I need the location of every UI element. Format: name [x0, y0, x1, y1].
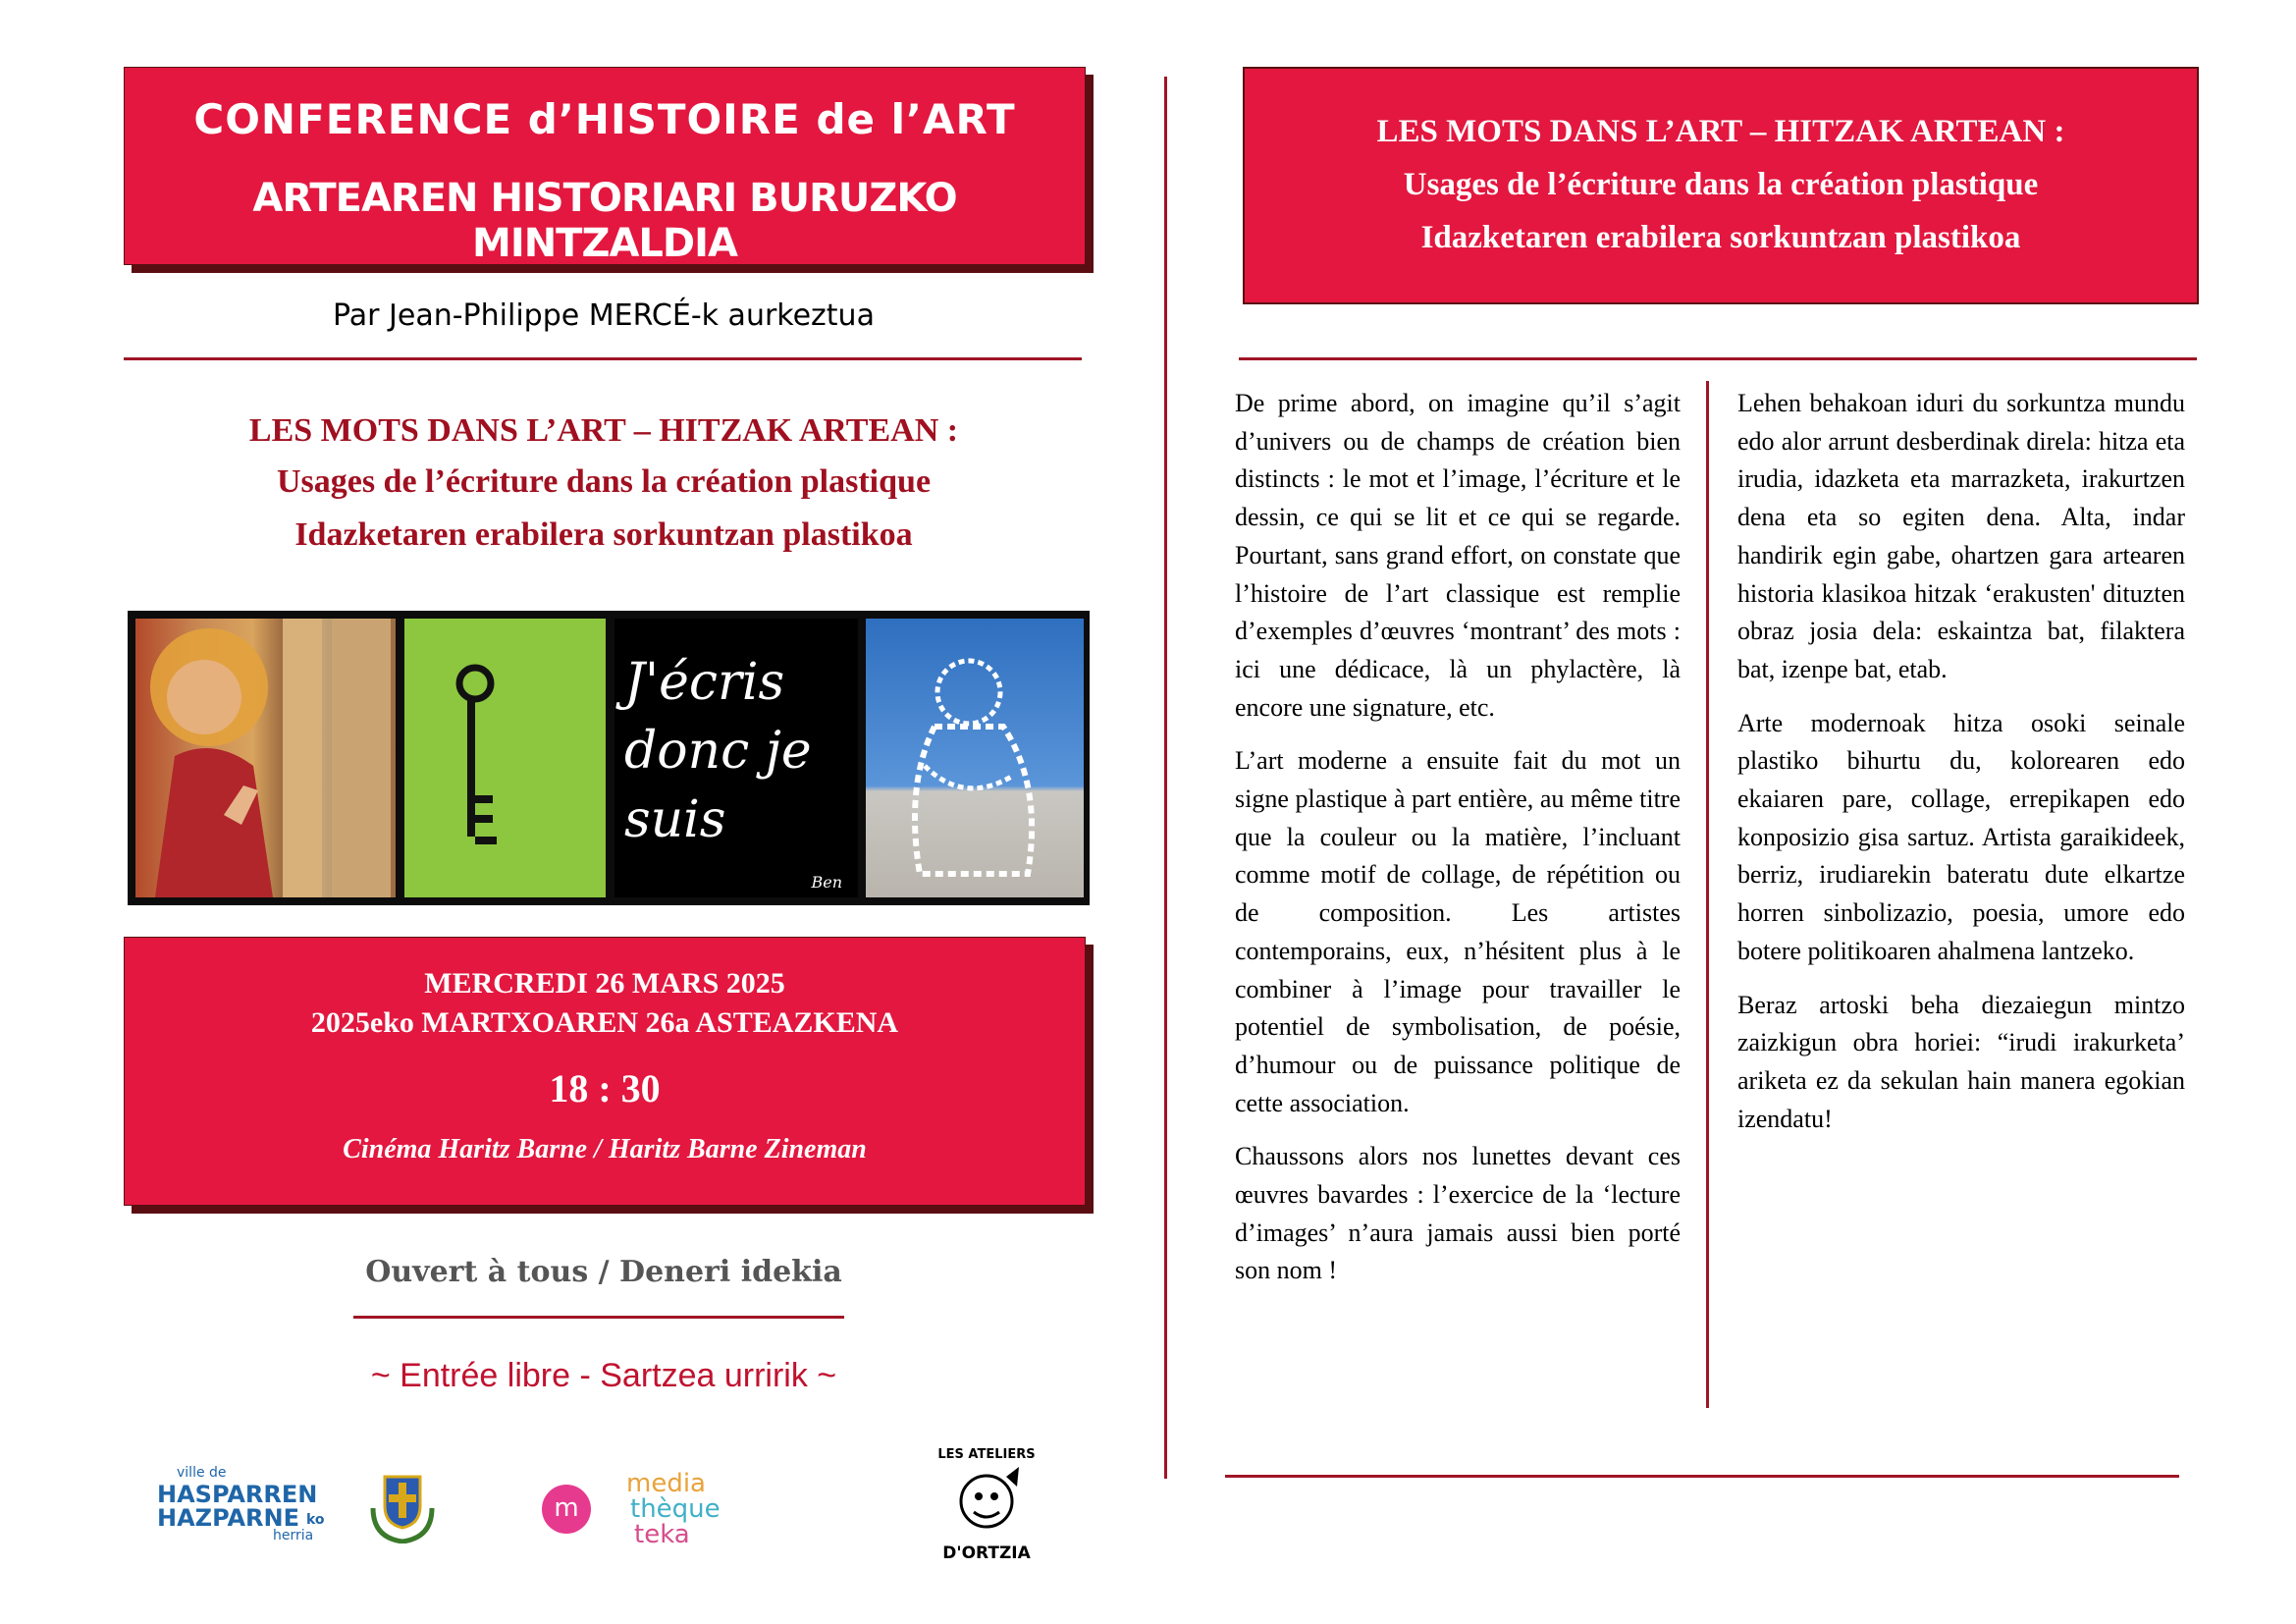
- divider: [1239, 357, 2197, 360]
- talk-title-line2: Usages de l’écriture dans la création plastique: [276, 463, 932, 500]
- open-to-all: Ouvert à tous / Deneri idekia: [365, 1255, 842, 1289]
- mediatheque-circle-icon: m: [542, 1485, 591, 1534]
- page-divider: [1164, 77, 1167, 1479]
- divider: [353, 1316, 844, 1319]
- ben-signature: Ben: [811, 873, 842, 892]
- right-title-line2: Usages de l’écriture dans la création plastique: [1403, 167, 2039, 202]
- hazparne-ko: ko: [306, 1512, 325, 1528]
- paragraph: Chaussons alors nos lunettes devant ces œuvres bavardes : l’exercice de la ‘lecture d’images’ n’aura jamais aussi bien porté son nom !: [1235, 1142, 1681, 1285]
- coat-of-arms-icon: [363, 1469, 442, 1543]
- paragraph: L’art moderne a ensuite fait du mot un signe plastique à part entière, au même titre que la couleur ou la matière, l’incluant comme motif de collage, de répétition ou de composition. Les artistes contemporains, eux, n’hésitent plus à le combiner à l’image pour travailler le potentiel de symbolisation, de poésie, d’humour ou de puissance politique de cette association.: [1235, 746, 1681, 1117]
- right-title-line1: LES MOTS DANS L’ART – HITZAK ARTEAN :: [1376, 114, 2065, 149]
- paragraph: De prime abord, on imagine qu’il s’agit d’univers ou de champs de création bien distincts : le mot et l’image, l’écriture et le dessin, ce qui se lit et ce qui se regarde. Pourtant, sans grand effort, on constate que l’histoire de l’art classique est remplie d’exemples d’œuvres ‘montrant’ des mots : ici une dédicace, là un phylactère, là encore une signature, etc.: [1235, 389, 1681, 722]
- event-date-fr: MERCREDI 26 MARS 2025: [424, 967, 785, 1000]
- ateliers-bottom: D'ORTZIA: [942, 1543, 1031, 1563]
- event-box: [124, 937, 1086, 1206]
- talk-title-line1: LES MOTS DANS L’ART – HITZAK ARTEAN :: [248, 412, 959, 449]
- paragraph: Arte modernoak hitza osoki seinale plastiko bihurtu du, kolorearen edo ekaiaren pare, collage, errepikapen edo konposizio gisa sartuz. Artista garaikideek, berriz, irudiarekin bateratu dute elkartze horren sinbolizazio, poesia, umore edo botere politikoaren ahalmena lantzeko.: [1737, 708, 2185, 965]
- mediatheque-logo: [542, 1469, 768, 1547]
- body-column-eu: [1737, 385, 2185, 1154]
- artwork-angel: [135, 619, 396, 897]
- paragraph: Beraz artoski beha diezaiegun mintzo zaizkigun obra horiei: “irudi irakurketa’ ariketa ez da sekulan hain manera egokian izendatu!: [1737, 990, 2185, 1133]
- mediatheque-media: media: [626, 1469, 706, 1498]
- hasparren-top: ville de: [177, 1465, 227, 1481]
- sculpture-drawing: [866, 619, 1084, 897]
- event-date-eu: 2025eko MARTXOAREN 26a ASTEAZKENA: [310, 1006, 899, 1039]
- hazparne-name: HAZPARNE: [157, 1504, 299, 1532]
- event-venue: Cinéma Haritz Barne / Haritz Barne Zineman: [343, 1134, 867, 1164]
- artwork-sculpture: [866, 619, 1084, 897]
- mediatheque-teka: teka: [634, 1520, 690, 1549]
- key-drawing: [404, 619, 606, 897]
- left-header-box: [124, 67, 1086, 265]
- artwork-ben: [614, 619, 858, 897]
- ateliers-top: LES ATELIERS: [937, 1447, 1036, 1462]
- divider: [1225, 1475, 2179, 1478]
- talk-title-line3: Idazketaren erabilera sorkuntzan plastikoa: [294, 516, 913, 553]
- ateliers-logo: [933, 1447, 1041, 1565]
- header-title-fr: CONFERENCE d’HISTOIRE de l’ART: [193, 95, 1016, 143]
- hasparren-name: HASPARREN: [157, 1481, 318, 1508]
- presenter: Par Jean-Philippe MERCÉ-k aurkeztua: [333, 298, 875, 333]
- herria-label: herria: [273, 1528, 314, 1543]
- right-header-box: [1243, 67, 2199, 304]
- mediatheque-theque: thèque: [630, 1494, 721, 1524]
- header-title-eu: ARTEAREN HISTORIARI BURUZKO MINTZALDIA: [252, 176, 957, 266]
- hasparren-logo: [157, 1465, 442, 1543]
- paragraph: Lehen behakoan iduri du sorkuntza mundu edo alor arrunt desberdinak direla: hitza eta irudia, idazketa eta marrazketa, irakurtzen dena eta so egiten dena. Alta, indar handirik egin gabe, ohartzen gara artearen historia klasikoa hitzak ‘erakusten' dituzten obraz josia dela: eskaintza bat, filaktera bat, izenpe bat, etab.: [1737, 389, 2185, 683]
- column-divider: [1706, 381, 1709, 1408]
- divider: [124, 357, 1082, 360]
- free-entry: ~ Entrée libre - Sartzea urririk ~: [370, 1357, 837, 1394]
- event-time: 18 : 30: [549, 1066, 661, 1110]
- artwork-cle: [404, 619, 606, 897]
- ben-text: J'écris donc je suis: [624, 653, 812, 849]
- body-column-fr: [1235, 385, 1681, 1306]
- right-title-line3: Idazketaren erabilera sorkuntzan plastikoa: [1420, 220, 2021, 255]
- artwork-strip: [128, 611, 1090, 905]
- angel-drawing: [135, 619, 396, 897]
- painter-icon: [952, 1467, 1021, 1536]
